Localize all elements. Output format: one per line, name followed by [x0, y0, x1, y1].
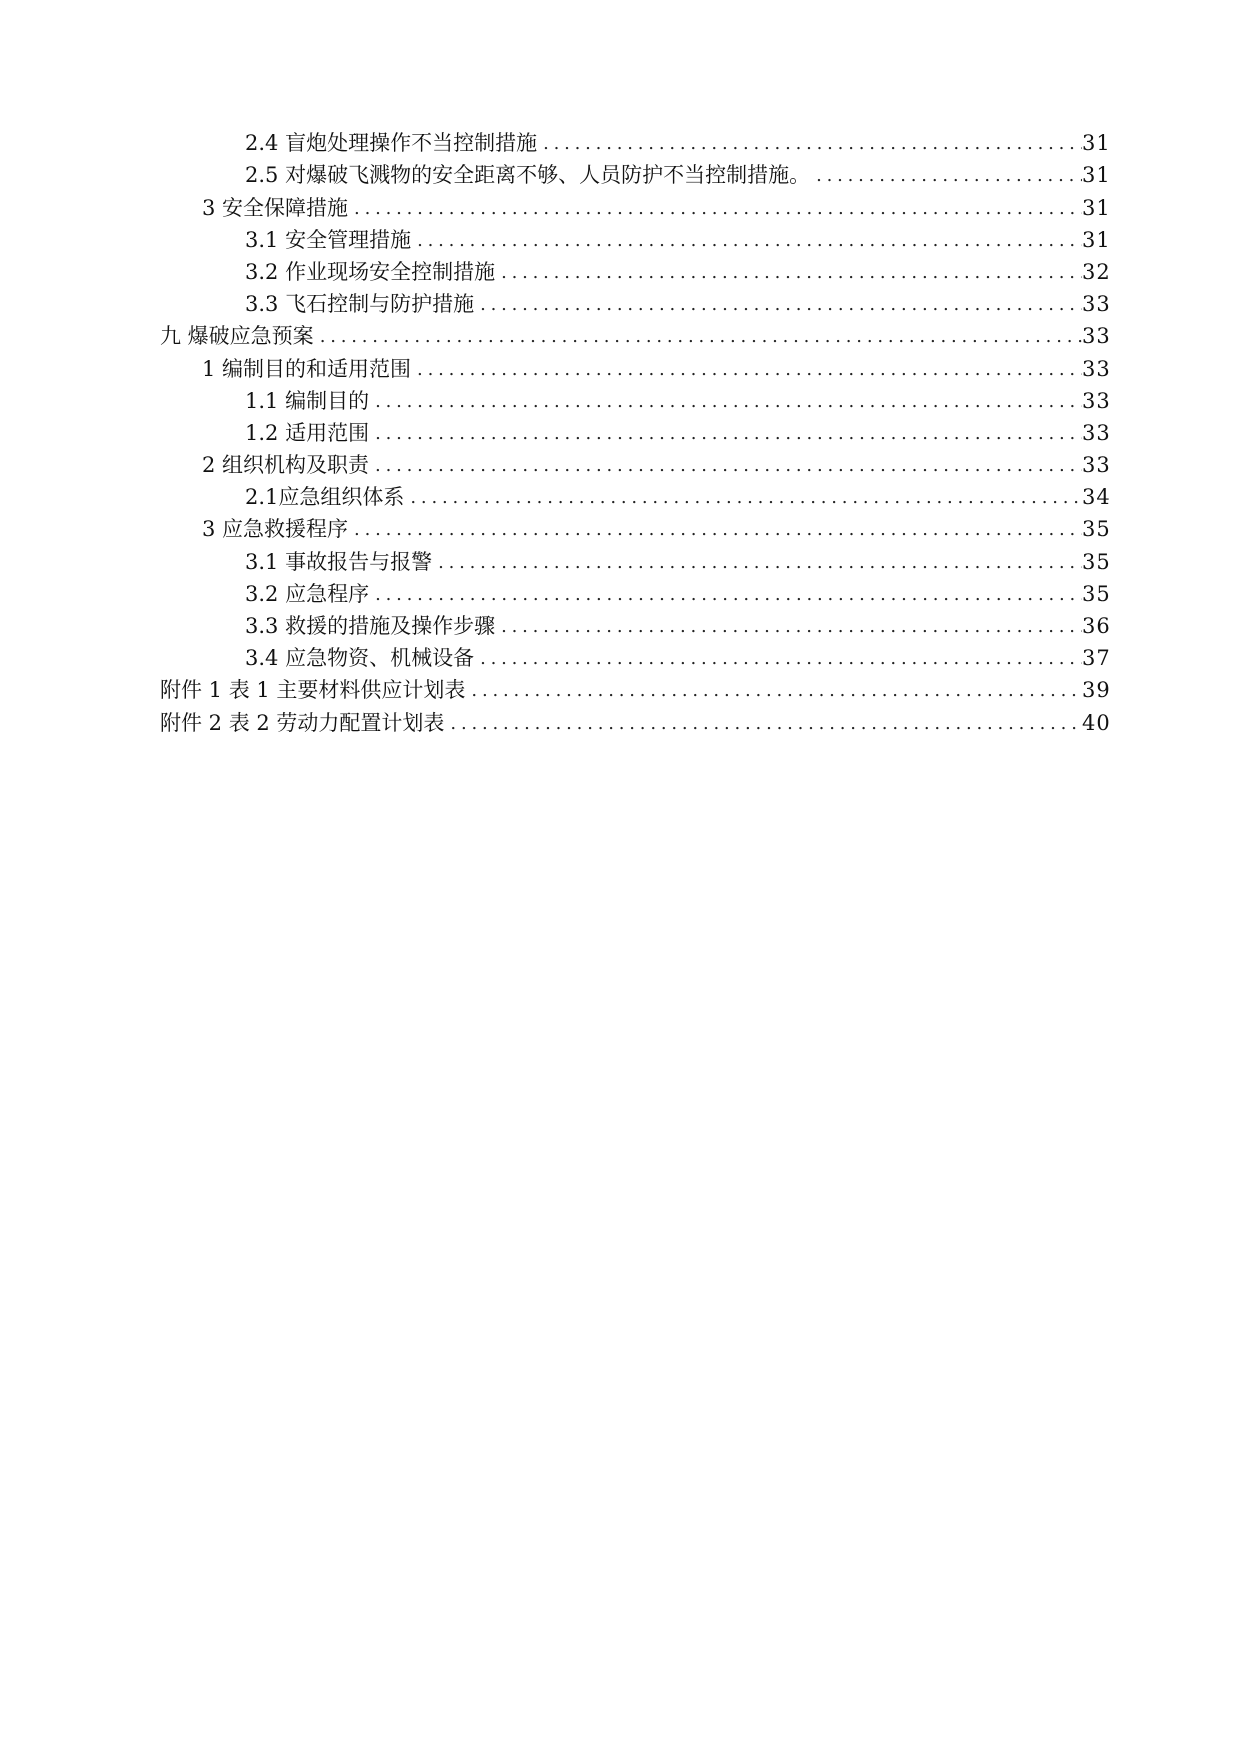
toc-entry-label: 附件 1 表 1 主要材料供应计划表	[160, 678, 466, 703]
toc-entry-label: 九 爆破应急预案	[160, 324, 314, 349]
toc-page-number: 35	[1082, 517, 1111, 542]
toc-entry-label: 3.2 应急程序	[245, 581, 370, 606]
toc-dot-leader	[501, 612, 1082, 642]
toc-dot-leader	[417, 226, 1082, 256]
toc-entry[interactable]	[160, 127, 1110, 159]
toc-entry[interactable]	[160, 706, 1110, 738]
toc-page-number: 33	[1082, 388, 1111, 413]
toc-entry[interactable]	[160, 545, 1110, 577]
toc-entry[interactable]	[160, 578, 1110, 610]
toc-page-number: 33	[1082, 453, 1111, 478]
toc-entry-label: 3.3 飞石控制与防护措施	[245, 292, 475, 317]
toc-dot-leader	[320, 322, 1082, 352]
toc-page-number: 35	[1082, 549, 1111, 574]
toc-page-number: 40	[1082, 710, 1111, 735]
toc-dot-leader	[417, 355, 1082, 385]
toc-entry[interactable]	[160, 642, 1110, 674]
toc-entry-label: 附件 2 表 2 劳动力配置计划表	[160, 710, 445, 735]
toc-entry[interactable]	[160, 191, 1110, 223]
toc-entry[interactable]	[160, 481, 1110, 513]
toc-entry[interactable]	[160, 256, 1110, 288]
toc-entry-label: 2.1应急组织体系	[245, 485, 405, 510]
toc-dot-leader	[480, 644, 1082, 674]
toc-page-number: 33	[1082, 356, 1111, 381]
toc-dot-leader	[410, 483, 1082, 513]
toc-page-number: 37	[1082, 646, 1111, 671]
toc-dot-leader	[543, 129, 1082, 159]
toc-entry[interactable]	[160, 449, 1110, 481]
toc-page-number: 33	[1082, 324, 1111, 349]
toc-page-number: 31	[1082, 195, 1111, 220]
toc-entry[interactable]	[160, 513, 1110, 545]
toc-dot-leader	[438, 548, 1082, 578]
toc-page-number: 33	[1082, 292, 1111, 317]
toc-dot-leader	[375, 387, 1082, 417]
toc-entry[interactable]	[160, 224, 1110, 256]
toc-entry[interactable]	[160, 159, 1110, 191]
toc-entry-label: 3.1 事故报告与报警	[245, 549, 433, 574]
toc-entry-label: 2.4 盲炮处理操作不当控制措施	[245, 131, 538, 156]
toc-entry[interactable]	[160, 417, 1110, 449]
toc-entry[interactable]	[160, 385, 1110, 417]
toc-page-number: 31	[1082, 227, 1111, 252]
toc-page-number: 36	[1082, 614, 1111, 638]
toc-dot-leader	[480, 290, 1082, 320]
toc-entry-label: 2 组织机构及职责	[202, 453, 370, 478]
toc-entry[interactable]	[160, 674, 1110, 706]
toc-page-number: 33	[1082, 420, 1111, 445]
toc-entry-label: 3 应急救援程序	[202, 517, 349, 542]
toc-page-number: 35	[1082, 581, 1111, 606]
toc-entry[interactable]	[160, 288, 1110, 320]
toc-entry-label: 3.2 作业现场安全控制措施	[245, 259, 496, 284]
table-of-contents	[160, 127, 1110, 739]
toc-dot-leader	[375, 419, 1082, 449]
toc-entry[interactable]	[160, 352, 1110, 384]
toc-entry-label: 2.5 对爆破飞溅物的安全距离不够、人员防护不当控制措施。	[245, 163, 811, 188]
toc-dot-leader	[501, 258, 1082, 288]
toc-entry-label: 3 安全保障措施	[202, 195, 349, 220]
toc-entry-label: 3.4 应急物资、机械设备	[245, 646, 475, 671]
toc-dot-leader	[375, 580, 1082, 610]
toc-page-number: 39	[1082, 678, 1111, 703]
toc-entry-label: 1 编制目的和适用范围	[202, 356, 412, 381]
toc-dot-leader	[450, 709, 1082, 739]
toc-entry-label: 3.3 救援的措施及操作步骤	[245, 614, 496, 638]
toc-page-number: 32	[1082, 259, 1111, 284]
toc-dot-leader	[354, 194, 1082, 224]
toc-page-number: 31	[1082, 131, 1111, 156]
toc-page-number: 34	[1082, 485, 1111, 510]
toc-entry[interactable]	[160, 610, 1110, 642]
toc-dot-leader	[354, 515, 1082, 545]
toc-dot-leader	[816, 161, 1082, 191]
toc-entry[interactable]	[160, 320, 1110, 352]
toc-dot-leader	[375, 451, 1082, 481]
toc-entry-label: 1.1 编制目的	[245, 388, 370, 413]
toc-entry-label: 3.1 安全管理措施	[245, 227, 412, 252]
toc-page-number: 31	[1082, 163, 1111, 188]
toc-entry-label: 1.2 适用范围	[245, 420, 370, 445]
toc-dot-leader	[471, 676, 1082, 706]
